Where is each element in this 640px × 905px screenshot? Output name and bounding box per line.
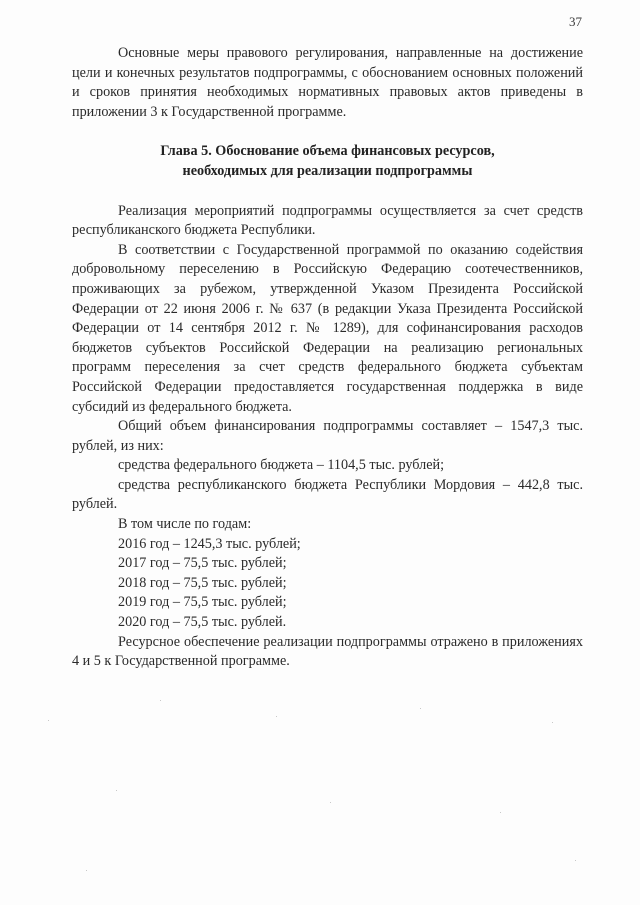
year-item: 2018 год – 75,5 тыс. рублей; — [118, 574, 287, 591]
resource-provision-paragraph: Ресурсное обеспечение реализации подпрограммы отражено в приложениях 4 и 5 к Государственной программе. — [72, 633, 583, 670]
year-item: 2016 год – 1245,3 тыс. рублей; — [118, 535, 301, 552]
funding-by-year-list — [72, 535, 583, 633]
scan-speck — [420, 708, 421, 709]
federal-program-paragraph: В соответствии с Государственной программой по оказанию содействия добровольному переселению в Российскую Федерацию соотечественников, проживающих за рубежом, утвержденной Указом Президента Российской Федерации от 22 июня 2006 г. № 637 (в редакции Указа Президента Российской Федерации от 14 сентября 2012 г. № 1289), для софинансирования расходов бюджетов субъектов Российской Федерации на реализацию региональных программ переселения за счет средств федерального бюджета субъектам Российской Федерации предоставляется государственная поддержка в виде субсидий из федерального бюджета. — [72, 241, 583, 415]
scan-speck — [86, 870, 87, 871]
scan-speck — [330, 802, 331, 803]
year-item: 2019 год – 75,5 тыс. рублей; — [118, 594, 287, 611]
scan-speck — [500, 812, 501, 813]
chapter-heading-line-2: необходимых для реализации подпрограммы — [182, 162, 473, 179]
scan-speck — [160, 700, 161, 701]
by-years-label: В том числе по годам: — [118, 516, 252, 533]
federal-funds-line: средства федерального бюджета – 1104,5 тыс. рублей; — [118, 457, 445, 474]
scan-speck — [116, 790, 117, 791]
year-item: 2017 год – 75,5 тыс. рублей; — [118, 555, 287, 572]
page-content — [72, 44, 583, 672]
chapter-heading — [72, 142, 583, 181]
scan-speck — [575, 860, 576, 861]
republic-funds-line: средства республиканского бюджета Республики Мордовия – 442,8 тыс. рублей. — [72, 476, 583, 513]
funding-source-paragraph: Реализация мероприятий подпрограммы осуществляется за счет средств республиканского бюджета Республики. — [72, 202, 583, 239]
year-item: 2020 год – 75,5 тыс. рублей. — [118, 614, 287, 631]
scan-speck — [276, 716, 277, 717]
intro-paragraph: Основные меры правового регулирования, направленные на достижение цели и конечных результатов подпрограммы, с обоснованием основных положений и сроков принятия необходимых нормативных правовых актов приведены в приложении 3 к Государственной программе. — [72, 45, 583, 120]
scan-speck — [552, 722, 553, 723]
total-funding-paragraph: Общий объем финансирования подпрограммы составляет – 1547,3 тыс. рублей, из них: — [72, 418, 583, 454]
chapter-heading-line-1: Глава 5. Обоснование объема финансовых ресурсов, — [160, 143, 495, 160]
page-number: 37 — [569, 14, 582, 29]
scan-speck — [48, 720, 49, 721]
